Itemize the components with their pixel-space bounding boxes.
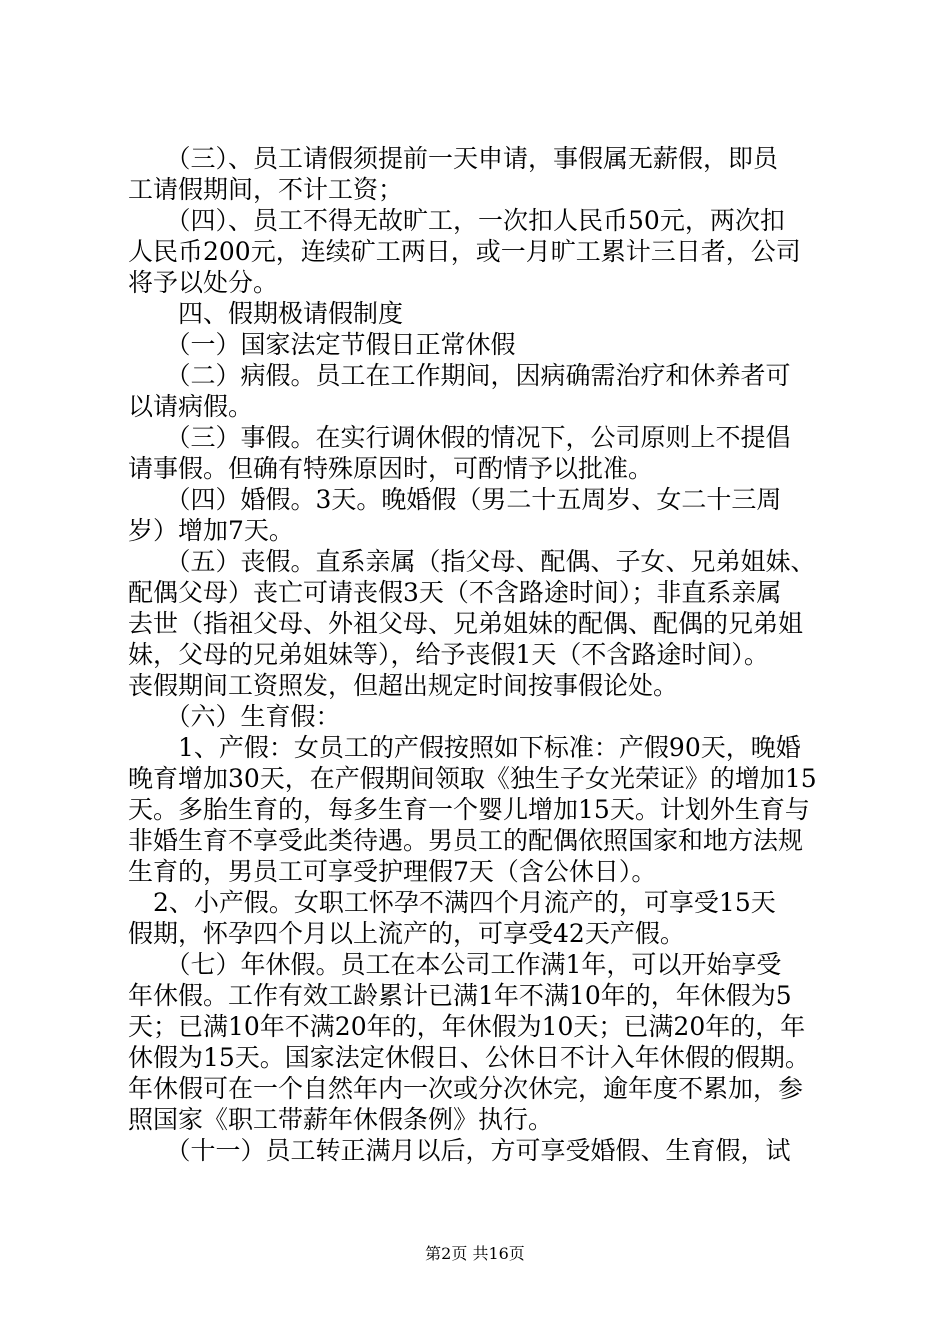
page-number-footer: 第2页 共16页	[425, 1244, 525, 1263]
text-line: （十一）员工转正满月以后，方可享受婚假、生育假，试	[128, 1136, 791, 1165]
text-line: （三）、员工请假须提前一天申请，事假属无薪假，即员	[128, 144, 779, 173]
text-line: 岁）增加7天。	[128, 516, 294, 545]
text-line: 年休假。工作有效工龄累计已满1年不满10年的，年休假为5	[128, 981, 792, 1010]
text-line: 以请病假。	[128, 392, 254, 421]
text-line: 2、小产假。女职工怀孕不满四个月流产的，可享受15天	[128, 888, 776, 917]
text-line: （三）事假。在实行调休假的情况下，公司原则上不提倡	[128, 423, 791, 452]
text-line: （六）生育假：	[128, 702, 341, 731]
text-line: 配偶父母）丧亡可请丧假3天（不含路途时间）；非直系亲属	[128, 578, 782, 607]
text-line: （七）年休假。员工在本公司工作满1年，可以开始享受	[128, 950, 782, 979]
text-line: 生育的，男员工可享受护理假7天（含公休日）。	[128, 857, 657, 886]
text-line: 去世（指祖父母、外祖父母、兄弟姐妹的配偶、配偶的兄弟姐	[128, 609, 804, 638]
text-line: 人民币200元，连续矿工两日，或一月旷工累计三日者，公司	[128, 237, 801, 266]
text-line: 1、产假：女员工的产假按照如下标准：产假90天，晚婚	[128, 733, 801, 762]
text-line: 照国家《职工带薪年休假条例》执行。	[128, 1105, 554, 1134]
text-line: 休假为15天。国家法定休假日、公休日不计入年休假的假期。	[128, 1043, 810, 1072]
document-body	[128, 143, 834, 1166]
text-line: 晚育增加30天，在产假期间领取《独生子女光荣证》的增加15	[128, 764, 817, 793]
text-line: 天；已满10年不满20年的，年休假为10天；已满20年的，年	[128, 1012, 806, 1041]
text-line: 妹，父母的兄弟姐妹等），给予丧假1天（不含路途时间）。	[128, 640, 769, 669]
text-line: 丧假期间工资照发，但超出规定时间按事假论处。	[128, 671, 679, 700]
text-line: 请事假。但确有特殊原因时，可酌情予以批准。	[128, 454, 654, 483]
text-line: 年休假可在一个自然年内一次或分次休完，逾年度不累加，参	[128, 1074, 804, 1103]
text-line: 非婚生育不享受此类待遇。男员工的配偶依照国家和地方法规	[128, 826, 804, 855]
text-line: 将予以处分。	[128, 268, 279, 297]
section-heading: 四、假期极请假制度	[128, 299, 404, 328]
text-line: 假期，怀孕四个月以上流产的，可享受42天产假。	[128, 919, 685, 948]
text-line: （二）病假。员工在工作期间，因病确需治疗和休养者可	[128, 361, 791, 390]
text-line: （四）、员工不得无故旷工，一次扣人民币50元，两次扣	[128, 206, 785, 235]
text-line: （一）国家法定节假日正常休假	[128, 330, 516, 359]
text-line: （五）丧假。直系亲属（指父母、配偶、子女、兄弟姐妹、	[128, 547, 816, 576]
text-line: 天。多胎生育的，每多生育一个婴儿增加15天。计划外生育与	[128, 795, 810, 824]
text-line: （四）婚假。3天。晚婚假（男二十五周岁、女二十三周	[128, 485, 782, 514]
text-line: 工请假期间，不计工资；	[128, 175, 404, 204]
